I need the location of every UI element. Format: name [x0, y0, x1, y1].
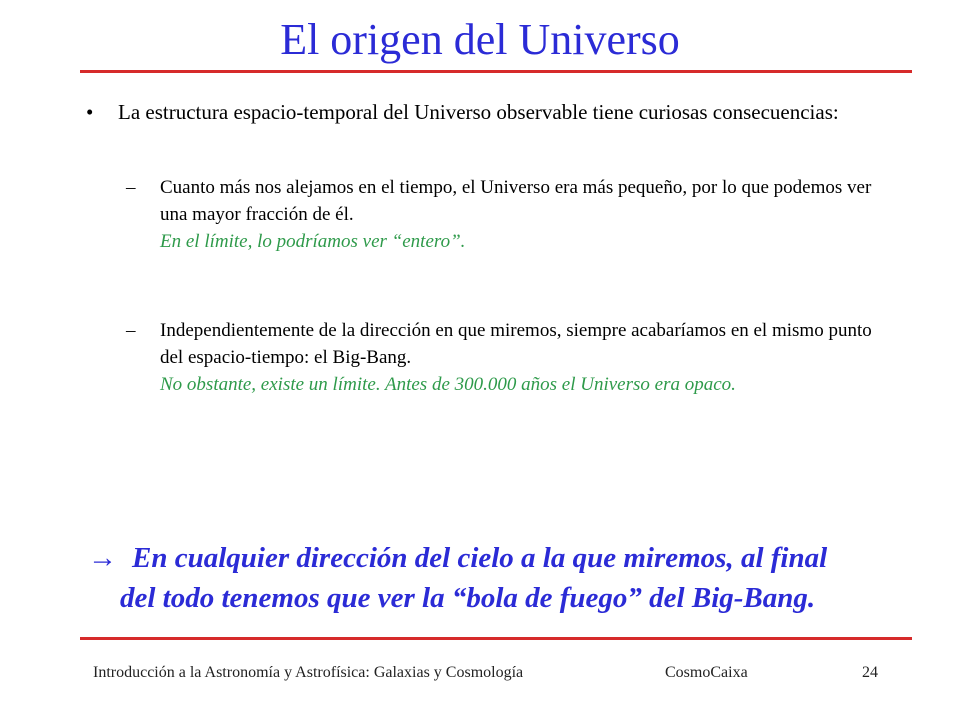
subpoint-marker: – [126, 320, 136, 341]
subpoint-text: Independientemente de la dirección en que miremos, siempre acabaríamos en el mismo punto del espacio-tiempo: el Big-Bang. [160, 320, 872, 368]
footer-venue: CosmoCaixa [665, 664, 748, 681]
main-bullet [80, 97, 880, 128]
footer-course: Introducción a la Astronomía y Astrofísica: Galaxias y Cosmología [93, 664, 524, 681]
bottom-divider [80, 637, 912, 640]
main-bullet-text: La estructura espacio-temporal del Universo observable tiene curiosas consecuencias: [118, 100, 839, 124]
subpoint-direction [126, 317, 896, 398]
arrow-right-icon: → [88, 542, 117, 574]
conclusion-line-1: En cualquier dirección del cielo a la que miremos, al final [132, 542, 828, 574]
subpoint-note: En el límite, lo podríamos ver “entero”. [160, 231, 466, 252]
subpoint-text: Cuanto más nos alejamos en el tiempo, el Universo era más pequeño, por lo que podemos ver una mayor fracción de él. [160, 177, 872, 225]
slide-title: El origen del Universo [280, 15, 680, 64]
page-number: 24 [862, 664, 878, 681]
subpoint-note: No obstante, existe un límite. Antes de 300.000 años el Universo era opaco. [160, 374, 736, 395]
subpoint-marker: – [126, 177, 136, 198]
top-divider [80, 70, 912, 73]
conclusion [88, 538, 908, 618]
bullet-marker: • [86, 100, 94, 124]
conclusion-line-2: del todo tenemos que ver la “bola de fuego” del Big-Bang. [120, 582, 816, 614]
subpoint-time [126, 174, 896, 255]
